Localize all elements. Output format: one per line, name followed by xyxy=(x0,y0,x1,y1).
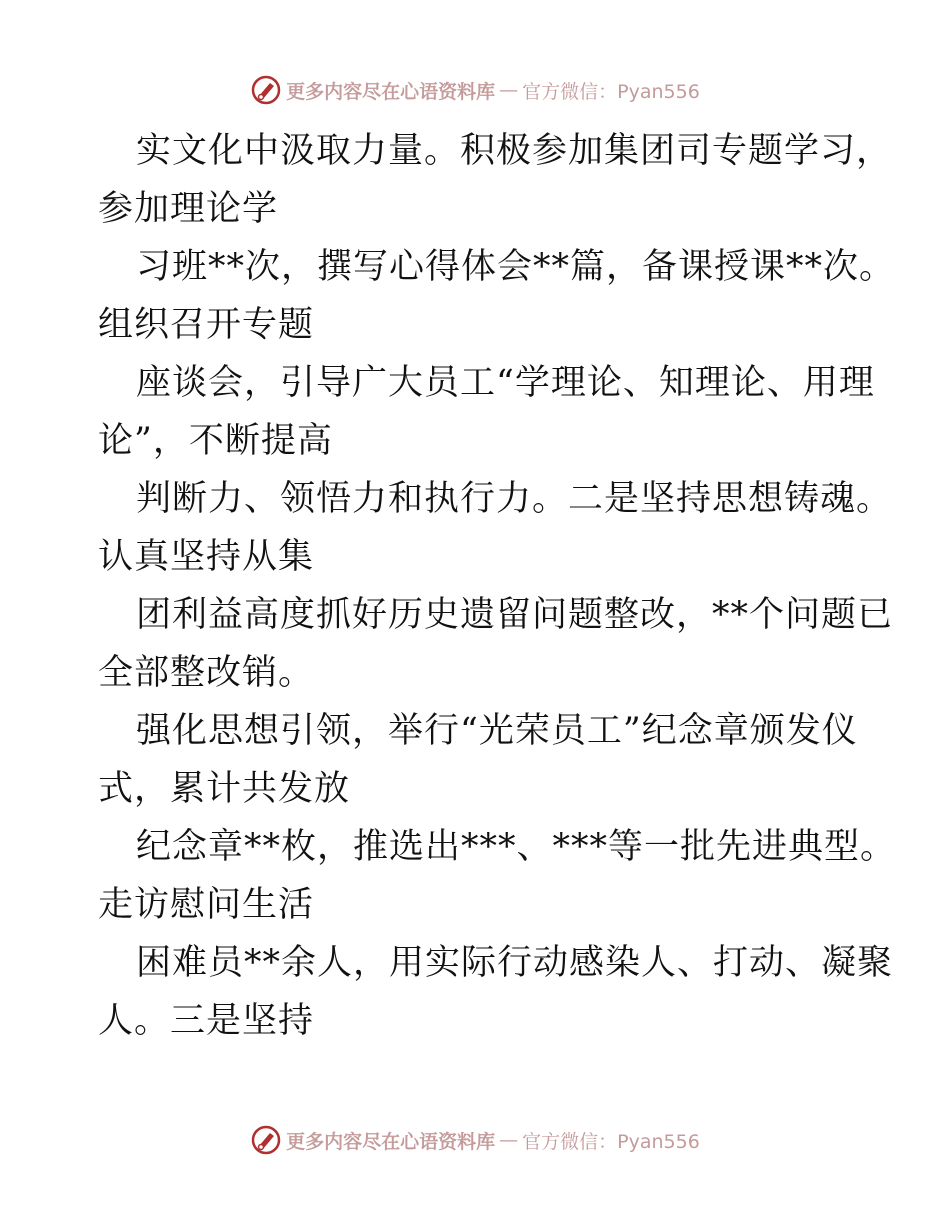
text-line: 纪念章**枚，推选出***、***等一批先进典型。 xyxy=(136,827,897,867)
brand-dash: — xyxy=(499,79,519,101)
brand-dash: — xyxy=(499,1129,519,1151)
brand-account: 官方微信：Pyan556 xyxy=(522,1130,700,1153)
text-line: 习班**次，撰写心得体会**篇，备课授课**次。 xyxy=(136,247,896,287)
text-line: 走访慰问生活 xyxy=(98,885,315,925)
brand-text: 更多内容尽在心语资料库 xyxy=(286,80,496,103)
text-line: 人。三是坚持 xyxy=(98,1001,315,1041)
text-line: 参加理论学 xyxy=(98,189,279,229)
text-line: 团利益高度抓好历史遗留问题整改，**个问题已 xyxy=(136,595,894,635)
logo-icon xyxy=(250,74,282,106)
brand xyxy=(250,74,700,106)
text-line: 认真坚持从集 xyxy=(98,537,315,577)
logo-icon xyxy=(250,1124,282,1156)
text-line: 困难员**余人，用实际行动感染人、打动、凝聚 xyxy=(136,943,894,983)
text-line: 全部整改销。 xyxy=(98,653,315,693)
document-body xyxy=(98,122,897,1050)
header-watermark xyxy=(0,70,950,110)
text-line: 组织召开专题 xyxy=(98,305,315,345)
footer-watermark xyxy=(0,1120,950,1160)
text-line: 判断力、领悟力和执行力。二是坚持思想铸魂。 xyxy=(136,479,893,519)
brand-text: 更多内容尽在心语资料库 xyxy=(286,1130,496,1153)
text-line: 实文化中汲取力量。积极参加集团司专题学习， xyxy=(136,131,893,171)
brand xyxy=(250,1124,700,1156)
text-line: 论”，不断提高 xyxy=(98,421,333,461)
text-line: 强化思想引领，举行“光荣员工”纪念章颁发仪 xyxy=(136,711,858,751)
text-line: 座谈会，引导广大员工“学理论、知理论、用理 xyxy=(136,363,875,403)
text-line: 式，累计共发放 xyxy=(98,769,351,809)
brand-account: 官方微信：Pyan556 xyxy=(522,80,700,103)
